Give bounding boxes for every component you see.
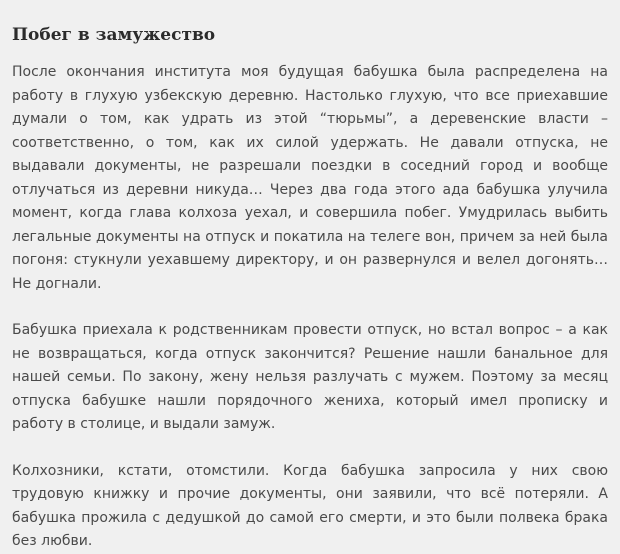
article-title: Побег в замужество	[12, 25, 216, 45]
article-paragraph-1: После окончания института моя будущая бабушка была распределена на работу в глухую узбекскую деревню. Настолько глухую, что все приехавшие думали о том, как удрать из этой “тюрьмы”, а деревенские власти – соответственно, о том, как их силой удержать. Не давали отпуска, не выдавали документы, не разрешали поездки в соседний город и вообще отлучаться из деревни никуда… Через два года этого ада бабушка улучила момент, когда глава колхоза уехал, и совершила побег. Умудрилась выбить легальные документы на отпуск и покатила на телеге вон, причем за ней была погоня: стукнули уехавшему директору, и он развернулся и велел догонять… Не догнали.	[12, 64, 608, 292]
article-paragraph-2: Бабушка приехала к родственникам провести отпуск, но встал вопрос – а как не возвращаться, когда отпуск закончится? Решение нашли банальное для нашей семьи. По закону, жену нельзя разлучать с мужем. Поэтому за месяц отпуска бабушке нашли порядочного жениха, который имел прописку и работу в столице, и выдали замуж.	[12, 322, 608, 432]
article-paragraph-3: Колхозники, кстати, отомстили. Когда бабушка запросила у них свою трудовую книжку и прочие документы, они заявили, что всё потеряли. А бабушка прожила с дедушкой до самой его смерти, и это были полвека брака без любви.	[12, 462, 608, 549]
